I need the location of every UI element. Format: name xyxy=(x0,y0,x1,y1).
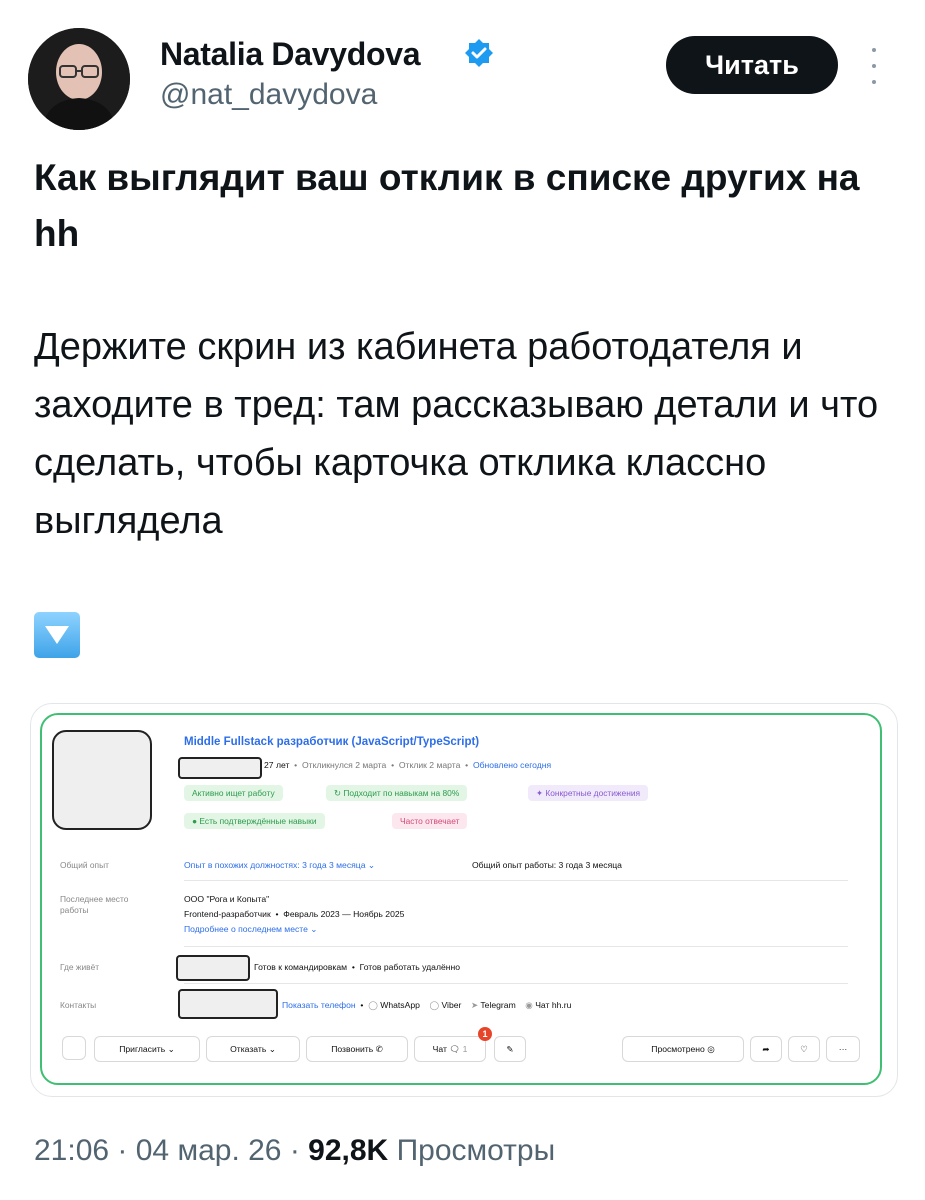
select-checkbox[interactable] xyxy=(62,1036,86,1060)
refresh-icon: ↻ xyxy=(334,788,342,798)
more-icon: ··· xyxy=(838,1044,848,1054)
chip-skills-match: ↻ Подходит по навыкам на 80% xyxy=(326,785,467,801)
avatar-photo xyxy=(28,28,130,130)
views-label: Просмотры xyxy=(396,1134,556,1167)
notification-badge: 1 xyxy=(478,1027,492,1041)
follow-button[interactable]: Читать xyxy=(666,36,838,94)
more-options-icon[interactable] xyxy=(868,48,880,84)
whatsapp-icon: ◯ xyxy=(368,1000,378,1010)
redacted-city xyxy=(176,955,250,981)
chip-responds-often: Часто отвечает xyxy=(392,813,467,829)
total-experience: Общий опыт работы: 3 года 3 месяца xyxy=(472,860,622,870)
last-job-label: Последнее место работы xyxy=(60,894,129,915)
hh-chat-link[interactable]: Чат hh.ru xyxy=(535,1000,572,1010)
contacts-label: Контакты xyxy=(60,1000,97,1010)
job-title-link[interactable]: Middle Fullstack разработчик (JavaScript/TypeScript) xyxy=(184,736,480,748)
last-job-position: Frontend-разработчик • Февраль 2023 — Ноябрь 2025 xyxy=(184,909,405,919)
viber-link[interactable]: Viber xyxy=(441,1000,462,1010)
dot-icon: ● xyxy=(192,816,198,826)
contact-options: Показать телефон • ◯ WhatsApp ◯ Viber ➤ Telegram ◉ Чат hh.ru xyxy=(282,1000,572,1010)
show-phone-link[interactable]: Показать телефон xyxy=(282,1000,356,1010)
chat-bubble-icon: 🗨 xyxy=(449,1043,461,1054)
divider xyxy=(184,983,848,984)
favorite-button[interactable] xyxy=(788,1036,820,1062)
location-label: Где живёт xyxy=(60,962,100,972)
sparkle-icon: ✦ xyxy=(536,788,544,798)
post-body: Держите скрин из кабинета работодателя и заходите в тред: там рассказываю детали и что сделать, чтобы карточка отклика классно выглядела xyxy=(34,326,879,542)
chevron-down-icon: ⌄ xyxy=(367,860,376,870)
arrow-down-emoji-icon xyxy=(34,612,80,658)
post-footer: 21:06 · 04 мар. 26 · 92,8K Просмотры xyxy=(34,1134,556,1167)
chevron-down-icon: ⌄ xyxy=(310,924,318,934)
candidate-photo-placeholder xyxy=(52,730,152,830)
edit-note-button[interactable] xyxy=(494,1036,526,1062)
author-handle[interactable]: @nat_davydova xyxy=(160,78,378,111)
telegram-link[interactable]: Telegram xyxy=(480,1000,516,1010)
chip-achievements: ✦ Конкретные достижения xyxy=(528,785,648,801)
chat-icon: ◉ xyxy=(525,1000,533,1010)
similar-experience-link[interactable]: Опыт в похожих должностях: 3 года 3 месяца ⌄ xyxy=(184,860,376,870)
divider xyxy=(184,946,848,947)
viewed-button[interactable]: Просмотрено ◎ xyxy=(622,1036,744,1062)
chevron-down-icon: ⌄ xyxy=(268,1043,276,1054)
phone-icon: ✆ xyxy=(375,1043,383,1054)
reject-button[interactable]: Отказать ⌄ xyxy=(206,1036,300,1062)
post-headline: Как выглядит ваш отклик в списке других на hh xyxy=(34,157,860,254)
location-details: Готов к командировкам • Готов работать удалённо xyxy=(254,962,461,972)
redacted-name xyxy=(178,757,262,779)
eye-icon: ◎ xyxy=(707,1043,715,1054)
invite-button[interactable]: Пригласить ⌄ xyxy=(94,1036,200,1062)
heart-icon: ♡ xyxy=(800,1043,808,1054)
share-icon: ➦ xyxy=(762,1043,770,1054)
author-name[interactable]: Natalia Davydova xyxy=(160,36,421,72)
post-time[interactable]: 21:06 xyxy=(34,1134,110,1167)
whatsapp-link[interactable]: WhatsApp xyxy=(380,1000,420,1010)
last-job-more-link[interactable]: Подробнее о последнем месте ⌄ xyxy=(184,924,318,934)
verified-badge-icon xyxy=(464,38,494,68)
candidate-meta: 27 лет • Откликнулся 2 марта • Отклик 2 марта • Обновлено сегодня xyxy=(264,760,552,770)
chat-button[interactable]: Чат 🗨 1 xyxy=(414,1036,486,1062)
share-button[interactable] xyxy=(750,1036,782,1062)
viber-icon: ◯ xyxy=(429,1000,440,1010)
post-date[interactable]: 04 мар. 26 xyxy=(135,1134,282,1167)
divider xyxy=(184,880,848,881)
last-job-company: ООО "Рога и Копыта" xyxy=(184,894,270,904)
redacted-contacts xyxy=(178,989,278,1019)
chip-active-search: Активно ищет работу xyxy=(184,785,283,801)
experience-label: Общий опыт xyxy=(60,860,109,870)
telegram-icon: ➤ xyxy=(470,1000,479,1010)
author-avatar[interactable] xyxy=(28,28,130,130)
call-button[interactable]: Позвонить ✆ xyxy=(306,1036,408,1062)
chevron-down-icon: ⌄ xyxy=(167,1043,175,1054)
chip-confirmed-skills: ● Есть подтверждённые навыки xyxy=(184,813,325,829)
edit-icon: ✎ xyxy=(506,1043,514,1054)
more-actions-button[interactable] xyxy=(826,1036,860,1062)
views-count: 92,8K xyxy=(308,1134,389,1167)
